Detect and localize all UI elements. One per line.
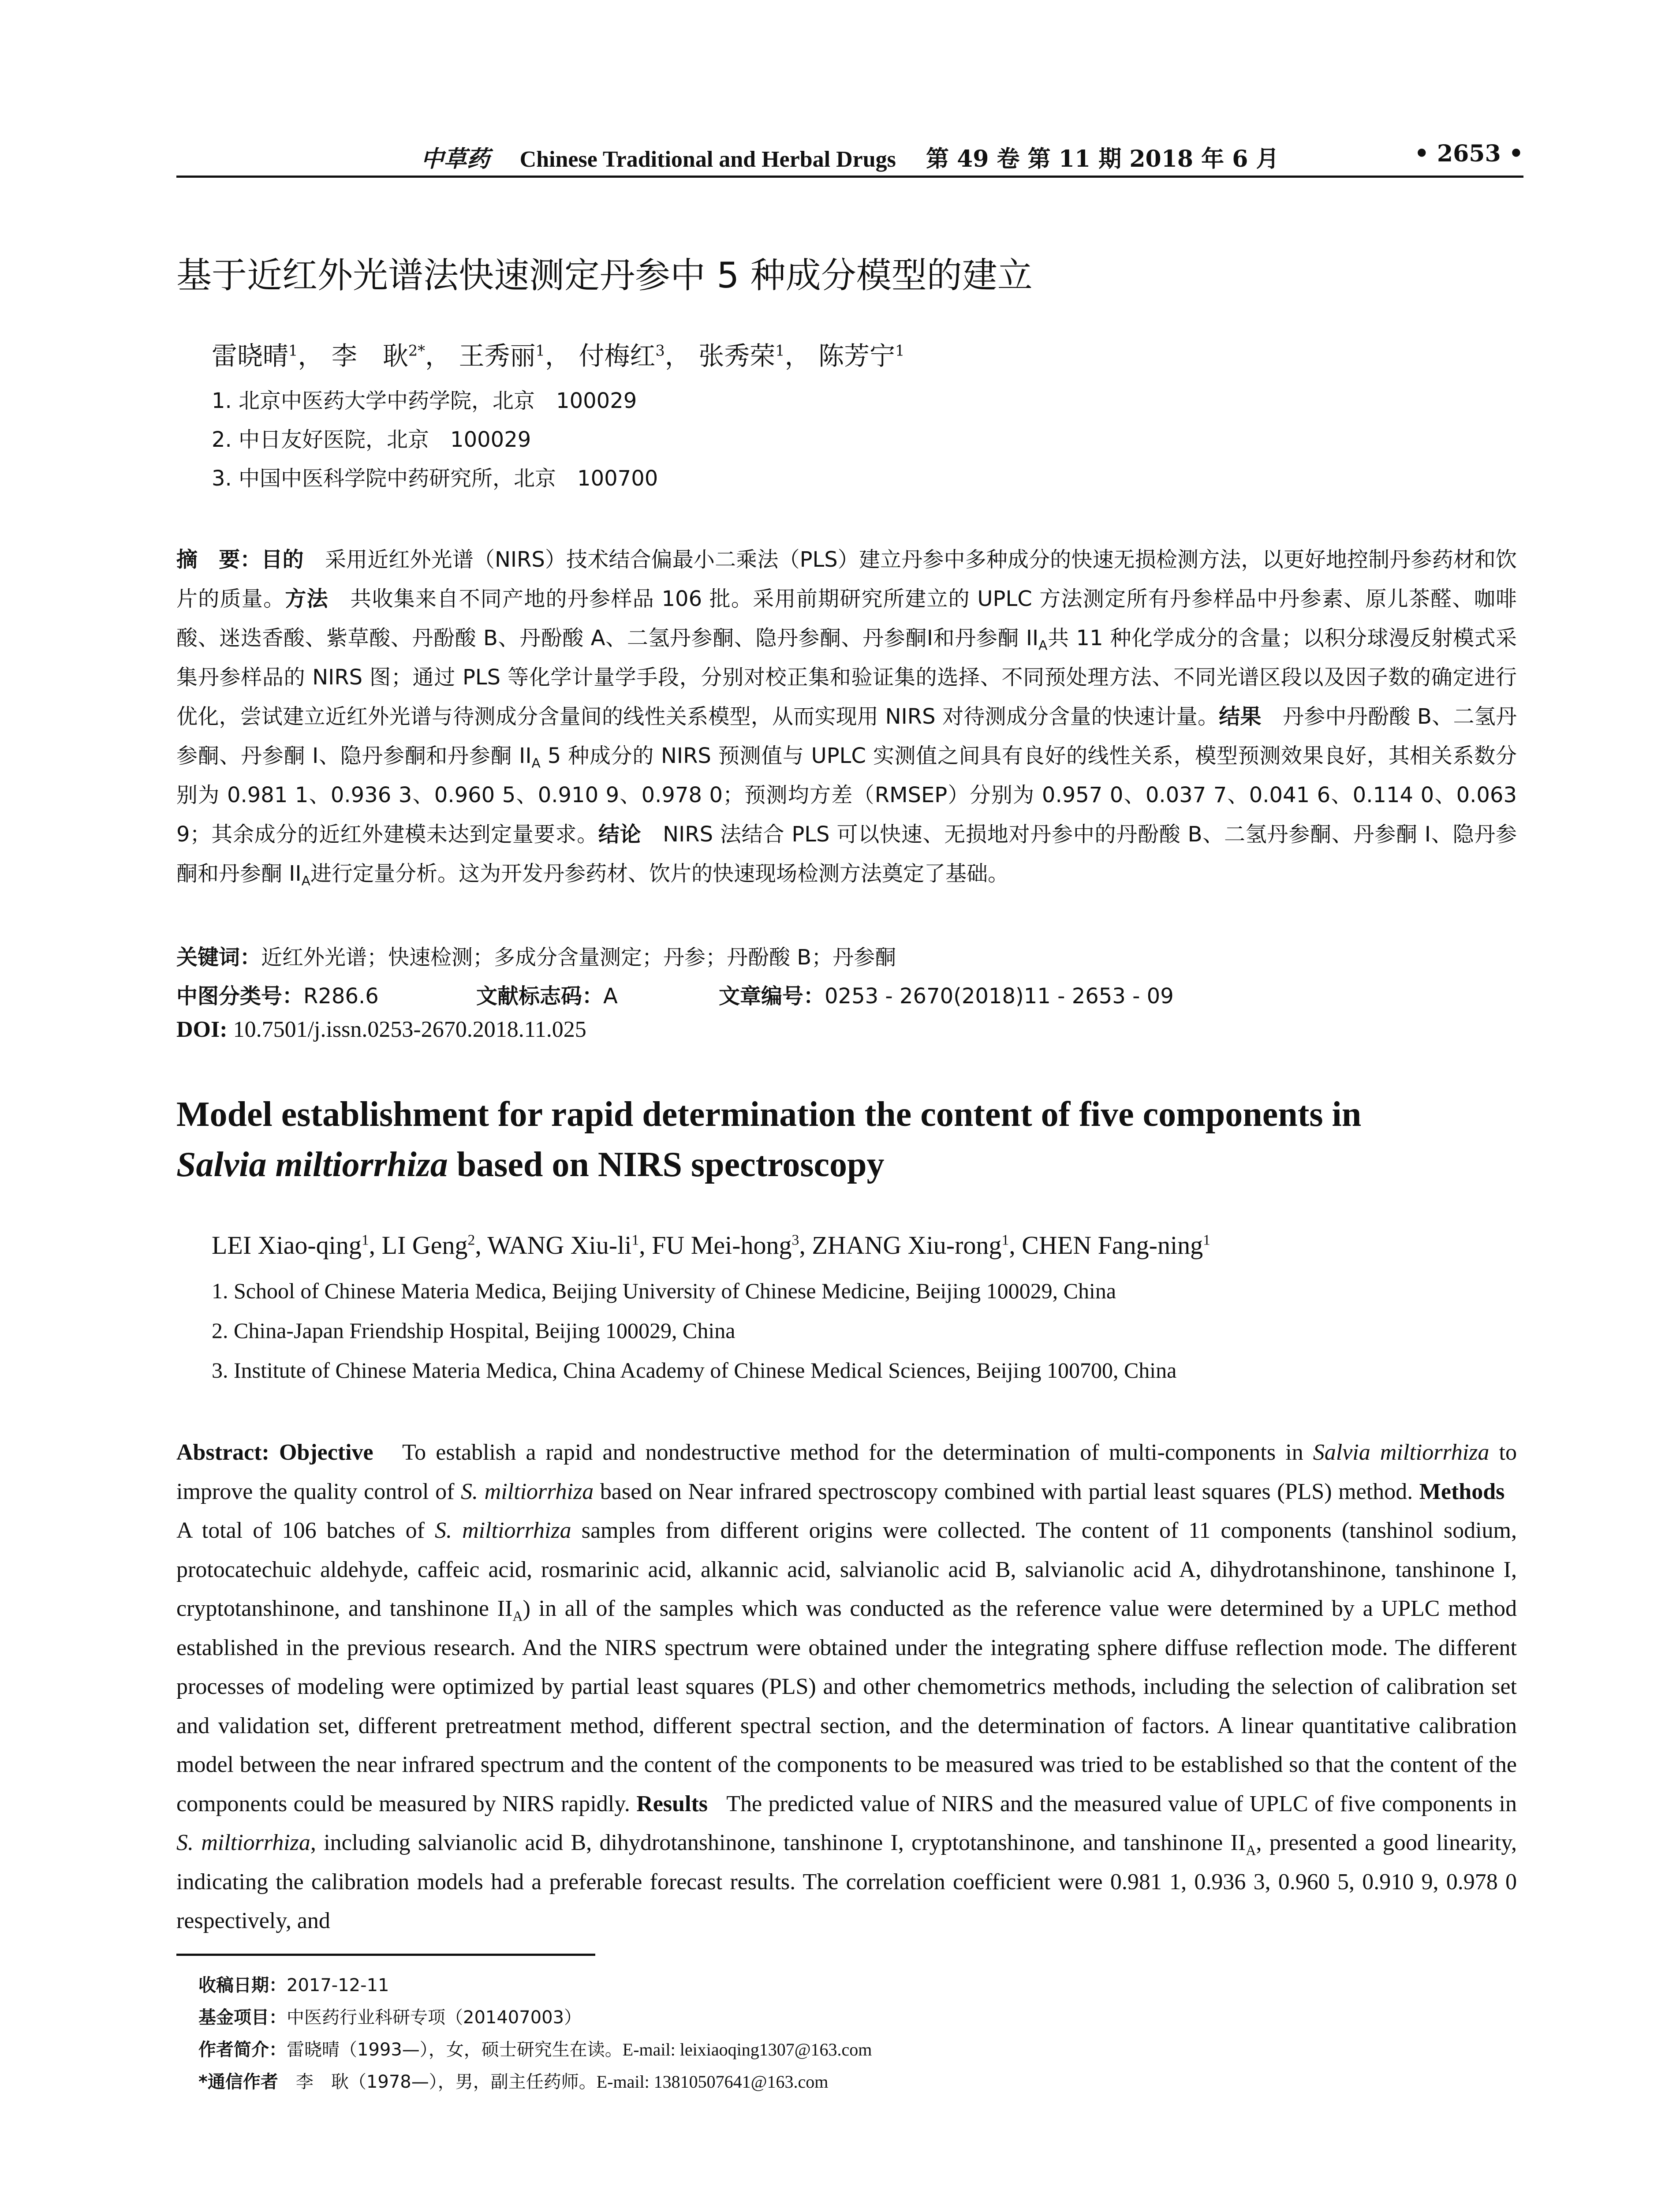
cn-author-sup: 1 <box>288 342 298 359</box>
cn-conclusion-label: 结论 <box>598 822 642 847</box>
en-results-sub: A <box>1246 1842 1256 1858</box>
en-title-species: Salvia miltiorrhiza <box>176 1145 448 1184</box>
cn-affiliation-1: 1. 北京中医药大学中药学院，北京 100029 <box>212 389 637 413</box>
received-label: 收稿日期： <box>198 1975 287 1996</box>
en-methods-text-3: ) in all of the samples which was conducted as the reference value were determined by a UPLC method established in the previous research. And the NIRS spectrum were obtained under the integrating sphere diffuse reflection mode. The different processes of modeling were optimized by partial least squares (PLS) and other chemometrics methods, including the selection of calibration set and validation set, different pretreatment method, different spectral section, and the determination of factors. A linear quantitative calibration model between the near infrared spectrum and the content of the components to be measured was tried to be established so that the content of the components could be measured by NIRS rapidly. <box>176 1596 1517 1816</box>
cn-classification <box>176 979 379 1009</box>
cn-author-sup: 1 <box>535 342 545 359</box>
cn-title: 基于近红外光谱法快速测定丹参中 5 种成分模型的建立 <box>176 255 1033 296</box>
cn-methods-text-2: 共 11 种化学成分的含量；以积分球漫反射模式采集丹参样品的 NIRS 图；通过 PLS 等化学计量学手段，分别对校正集和验证集的选择、不同预处理方法、不同光谱区段以及因子数的确定进行优化，尝试建立近红外光谱与待测成分含量间的线性关系模型，从而实现用 NIRS 对待测成分含量的快速计量。 <box>176 626 1517 729</box>
footnote-corresponding <box>198 2068 828 2093</box>
en-author-sup: 2 <box>467 1232 475 1248</box>
en-methods-text-1: A total of 106 batches of <box>176 1518 435 1543</box>
corr-email: E-mail: 13810507641@163.com <box>596 2072 829 2092</box>
cn-conclusion-text-2: 进行定量分析。这为开发丹参药材、饮片的快速现场检测方法奠定了基础。 <box>310 861 1009 886</box>
cn-results-sub: A <box>531 755 541 771</box>
en-author: ZHANG Xiu-rong <box>812 1231 1002 1259</box>
cn-conclusion-text-1: NIRS 法结合 PLS 可以快速、无损地对丹参中的丹酚酸 B、二氢丹参酮、丹参酮 I、隐丹参酮和丹参酮 II <box>176 822 1517 886</box>
en-author: LI Geng <box>381 1231 468 1259</box>
cn-article-number <box>719 979 1174 1009</box>
cn-author-sup: 1 <box>895 342 905 359</box>
en-methods-species: S. miltiorrhiza <box>435 1518 571 1543</box>
doi-line <box>176 1017 586 1043</box>
en-author-sup: 1 <box>1001 1232 1009 1248</box>
en-results-text-3: , presented a good linearity, indicating the calibration models had a preferable forecast results. The correlation coefficient were 0.981 1, 0.936 3, 0.960 5, 0.910 9, 0.978 0 respectively, and <box>176 1830 1517 1933</box>
page-number: • 2653 • <box>1414 140 1523 167</box>
cn-author: 王秀丽 <box>459 341 536 371</box>
doi-label: DOI: <box>176 1017 228 1042</box>
cn-author: 雷晓晴 <box>212 341 289 371</box>
en-author: WANG Xiu-li <box>487 1231 632 1259</box>
fund-value: 中医药行业科研专项（201407003） <box>287 2007 582 2028</box>
en-results-text-1: The predicted value of NIRS and the measured value of UPLC of five components in <box>726 1791 1517 1816</box>
en-title-text-1: Model establishment for rapid determination the content of five components in <box>176 1095 1362 1134</box>
footnote-received <box>198 1971 389 1996</box>
article-no-label: 文章编号： <box>719 984 825 1009</box>
en-methods-text-2: samples from different origins were collected. The content of 11 components (tanshinol sodium, protocatechuic aldehyde, caffeic acid, rosmarinic acid, alkannic acid, salvianolic acid B, salvianolic acid A, dihydrotanshinone, tanshinone I, cryptotanshinone, and tanshinone II <box>176 1518 1517 1621</box>
cn-doccode <box>476 979 618 1009</box>
en-author-sup: 1 <box>631 1232 639 1248</box>
journal-name-en: Chinese Traditional and Herbal Drugs <box>519 147 896 172</box>
en-author-sup: 3 <box>791 1232 799 1248</box>
cn-affiliation-3: 3. 中国中医科学院中药研究所，北京 100700 <box>212 466 658 491</box>
corr-label: *通信作者 <box>198 2072 278 2092</box>
cn-results-text-2: 5 种成分的 NIRS 预测值与 UPLC 实测值之间具有良好的线性关系，模型预测效果良好，其相关系数分别为 0.981 1、0.936 3、0.960 5、0.910 9、0.978 0；预测均方差（RMSEP）分别为 0.957 0、0.037 7、0.041 6、0.114 0、0.063 9；其余成分的近红外建模未达到定量要求。 <box>176 744 1517 847</box>
fund-label: 基金项目： <box>198 2007 287 2028</box>
footnote-author <box>198 2036 872 2061</box>
en-results-species: S. miltiorrhiza <box>176 1830 310 1855</box>
doi-value: 10.7501/j.issn.0253-2670.2018.11.025 <box>233 1017 586 1042</box>
en-author: CHEN Fang-ning <box>1022 1231 1203 1259</box>
en-results-label: Results <box>636 1791 708 1816</box>
en-objective-label: Objective <box>279 1440 373 1465</box>
clc-label: 中图分类号： <box>176 984 304 1009</box>
journal-header <box>176 140 1523 173</box>
cn-objective-text: 采用近红外光谱（NIRS）技术结合偏最小二乘法（PLS）建立丹参中多种成分的快速无损检测方法，以更好地控制丹参药材和饮片的质量。 <box>176 547 1517 611</box>
cn-conclusion-sub: A <box>301 873 310 889</box>
en-abstract-label: Abstract: <box>176 1440 269 1465</box>
cn-author-sup: 3 <box>655 342 665 359</box>
en-author: FU Mei-hong <box>652 1231 792 1259</box>
doccode-label: 文献标志码： <box>476 984 604 1009</box>
en-title <box>176 1089 1526 1190</box>
cn-author-list: 雷晓晴$^1$， 李 耿$^{2*}$， 王秀丽$^1$， 付梅红$^3$， 张秀荣$^1$， 陈芳宁$^1$ <box>212 341 905 371</box>
en-affiliation-1: 1. School of Chinese Materia Medica, Beijing University of Chinese Medicine, Beijing 100029, China <box>212 1278 1116 1303</box>
en-objective-species-2: S. miltiorrhiza <box>461 1479 594 1504</box>
clc-value: R286.6 <box>303 984 379 1009</box>
en-affiliation-2: 2. China-Japan Friendship Hospital, Beijing 100029, China <box>212 1318 735 1343</box>
cn-author-sup: 2* <box>408 342 426 359</box>
journal-issue: 第 49 卷 第 11 期 2018 年 6 月 <box>926 146 1279 172</box>
cn-results-text-1: 丹参中丹酚酸 B、二氢丹参酮、丹参酮 I、隐丹参酮和丹参酮 II <box>176 704 1517 768</box>
en-objective-text-2: to improve the quality control of <box>176 1440 1517 1504</box>
author-bio: 雷晓晴（1993—），女，硕士研究生在读。 <box>287 2040 623 2060</box>
en-title-text-2: based on NIRS spectroscopy <box>448 1145 885 1184</box>
en-affiliation-3: 3. Institute of Chinese Materia Medica, China Academy of Chinese Medical Sciences, Beijing 100700, China <box>212 1358 1177 1383</box>
cn-results-label: 结果 <box>1219 704 1262 729</box>
en-author-sup: 1 <box>1203 1232 1210 1248</box>
en-methods-label: Methods <box>1419 1479 1505 1504</box>
en-results-text-2: , including salvianolic acid B, dihydrotanshinone, tanshinone I, cryptotanshinone, and tanshinone II <box>310 1830 1246 1855</box>
received-value: 2017-12-11 <box>287 1975 389 1996</box>
cn-author: 陈芳宁 <box>818 341 896 371</box>
author-email: E-mail: leixiaoqing1307@163.com <box>622 2040 872 2059</box>
corr-bio: 李 耿（1978—），男，副主任药师。 <box>295 2072 597 2092</box>
cn-keywords <box>176 940 896 971</box>
journal-logo-text: 中草药 <box>421 146 490 172</box>
en-author-sup: 1 <box>361 1232 369 1248</box>
en-abstract <box>176 1433 1517 1941</box>
cn-author: 李 耿 <box>331 341 408 371</box>
en-objective-species-1: Salvia miltiorrhiza <box>1313 1440 1490 1465</box>
cn-methods-sub: A <box>1038 638 1048 654</box>
article-no-value: 0253 - 2670(2018)11 - 2653 - 09 <box>825 984 1174 1009</box>
running-header <box>176 140 1523 178</box>
cn-author-sup: 1 <box>775 342 785 359</box>
cn-affiliation-2: 2. 中日友好医院，北京 100029 <box>212 427 531 452</box>
cn-methods-label: 方法 <box>285 587 329 611</box>
cn-objective-label: 目的 <box>261 547 304 572</box>
keywords-label: 关键词： <box>176 945 261 970</box>
cn-abstract <box>176 540 1517 893</box>
en-author-list: LEI Xiao-qing$^1$, LI Geng$^2$, WANG Xiu-$li^1$, FU Mei-hong$^3$, ZHANG Xiu-rong$^1$, CHEN Fang-ning$^1$ <box>212 1231 1210 1259</box>
doccode-value: A <box>603 984 618 1009</box>
keywords-text: 近红外光谱；快速检测；多成分含量测定；丹参；丹酚酸 B；丹参酮 <box>261 945 896 970</box>
footnote-fund <box>198 2003 582 2029</box>
footnote-divider <box>176 1954 595 1956</box>
cn-abstract-label: 摘 要： <box>176 547 261 572</box>
author-bio-label: 作者简介： <box>198 2040 287 2060</box>
cn-author: 付梅红 <box>579 341 656 371</box>
en-objective-text-3: based on Near infrared spectroscopy combined with partial least squares (PLS) method. <box>594 1479 1413 1504</box>
en-objective-text-1: To establish a rapid and nondestructive method for the determination of multi-components in <box>402 1440 1313 1465</box>
cn-author: 张秀荣 <box>698 341 776 371</box>
en-methods-sub: A <box>512 1608 523 1624</box>
cn-methods-text-1: 共收集来自不同产地的丹参样品 106 批。采用前期研究所建立的 UPLC 方法测定所有丹参样品中丹参素、原儿茶醛、咖啡酸、迷迭香酸、紫草酸、丹酚酸 B、丹酚酸 A、二氢丹参酮、隐丹参酮、丹参酮Ⅰ和丹参酮 II <box>176 587 1517 650</box>
en-author: LEI Xiao-qing <box>212 1231 362 1259</box>
